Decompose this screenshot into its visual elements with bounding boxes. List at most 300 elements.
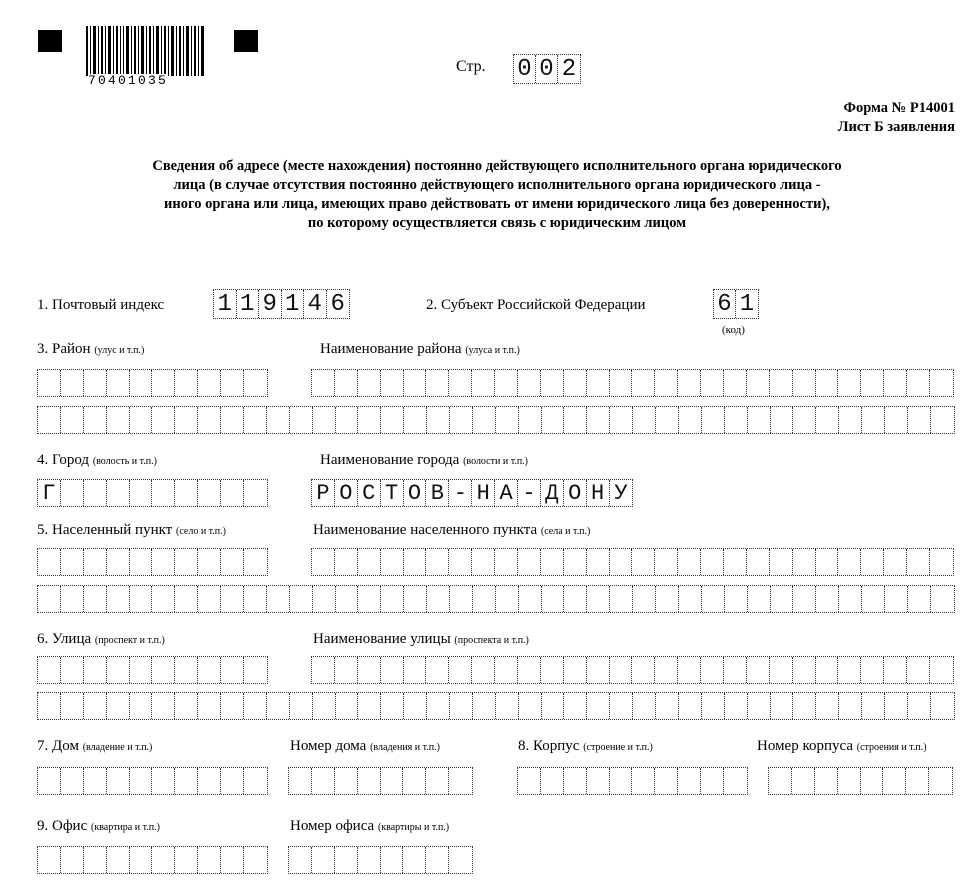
char-cell[interactable] [38,586,61,612]
char-cell[interactable] [793,370,816,396]
char-cell[interactable] [518,549,541,575]
char-cell[interactable] [656,407,679,433]
char-cell[interactable] [358,768,381,794]
char-cell[interactable] [244,657,267,683]
char-cell[interactable] [449,549,472,575]
char-cell[interactable] [701,768,724,794]
char-cell[interactable] [656,586,679,612]
char-cell[interactable] [403,768,426,794]
char-cell[interactable] [198,657,221,683]
locality-type-cells[interactable] [37,548,268,576]
char-cell[interactable] [175,657,198,683]
char-cell[interactable]: В [426,480,449,506]
char-cell[interactable] [678,657,701,683]
char-cell[interactable] [358,549,381,575]
char-cell[interactable] [792,768,815,794]
char-cell[interactable] [175,407,198,433]
char-cell[interactable] [221,768,244,794]
char-cell[interactable]: Н [587,480,610,506]
char-cell[interactable] [84,657,107,683]
char-cell[interactable] [38,657,61,683]
char-cell[interactable]: 0 [536,55,558,83]
char-cell[interactable] [404,693,427,719]
char-cell[interactable] [929,768,952,794]
char-cell[interactable] [930,657,953,683]
char-cell[interactable] [381,693,404,719]
char-cell[interactable] [198,768,221,794]
char-cell[interactable] [816,657,839,683]
char-cell[interactable] [244,693,267,719]
char-cell[interactable] [107,480,130,506]
char-cell[interactable] [427,693,450,719]
char-cell[interactable] [403,847,426,873]
char-cell[interactable] [335,847,358,873]
char-cell[interactable] [701,549,724,575]
char-cell[interactable] [175,693,198,719]
char-cell[interactable]: Н [472,480,495,506]
char-cell[interactable] [84,480,107,506]
char-cell[interactable] [221,586,244,612]
char-cell[interactable] [381,768,404,794]
char-cell[interactable] [931,586,954,612]
char-cell[interactable] [473,586,496,612]
char-cell[interactable] [861,768,884,794]
char-cell[interactable] [152,657,175,683]
char-cell[interactable]: 6 [330,290,345,318]
char-cell[interactable]: 4 [304,290,327,318]
char-cell[interactable] [61,768,84,794]
char-cell[interactable] [152,480,175,506]
char-cell[interactable] [358,370,381,396]
char-cell[interactable] [632,549,655,575]
char-cell[interactable] [839,586,862,612]
char-cell[interactable] [587,586,610,612]
char-cell[interactable] [816,693,839,719]
char-cell[interactable] [771,407,794,433]
char-cell[interactable]: 2 [561,55,577,83]
char-cell[interactable] [862,586,885,612]
char-cell[interactable] [290,693,313,719]
char-cell[interactable] [907,549,930,575]
char-cell[interactable] [906,768,929,794]
char-cell[interactable] [449,847,472,873]
char-cell[interactable] [542,693,565,719]
char-cell[interactable] [564,768,587,794]
char-cell[interactable] [335,370,358,396]
char-cell[interactable] [679,407,702,433]
char-cell[interactable] [885,407,908,433]
char-cell[interactable] [587,657,610,683]
char-cell[interactable] [198,586,221,612]
char-cell[interactable] [678,549,701,575]
char-cell[interactable] [702,693,725,719]
char-cell[interactable]: Т [381,480,404,506]
char-cell[interactable] [313,693,336,719]
char-cell[interactable] [198,549,221,575]
char-cell[interactable] [84,407,107,433]
char-cell[interactable]: Г [38,480,61,506]
char-cell[interactable] [495,657,518,683]
char-cell[interactable] [793,586,816,612]
char-cell[interactable] [38,693,61,719]
char-cell[interactable] [267,586,290,612]
char-cell[interactable] [38,847,61,873]
char-cell[interactable] [884,657,907,683]
char-cell[interactable] [725,693,748,719]
char-cell[interactable] [610,693,633,719]
char-cell[interactable] [473,693,496,719]
char-cell[interactable] [541,657,564,683]
char-cell[interactable] [198,693,221,719]
char-cell[interactable] [679,693,702,719]
char-cell[interactable]: 1 [214,290,237,318]
char-cell[interactable] [244,480,267,506]
char-cell[interactable] [38,549,61,575]
char-cell[interactable]: 1 [282,290,305,318]
char-cell[interactable] [748,693,771,719]
char-cell[interactable] [770,657,793,683]
office-number-cells[interactable] [288,846,473,874]
char-cell[interactable] [564,370,587,396]
char-cell[interactable] [931,407,954,433]
char-cell[interactable] [358,586,381,612]
char-cell[interactable] [449,768,472,794]
char-cell[interactable] [724,657,747,683]
char-cell[interactable] [725,586,748,612]
char-cell[interactable] [61,370,84,396]
char-cell[interactable] [381,370,404,396]
char-cell[interactable] [312,768,335,794]
char-cell[interactable] [496,407,519,433]
char-cell[interactable] [175,768,198,794]
char-cell[interactable] [472,549,495,575]
char-cell[interactable] [244,586,267,612]
char-cell[interactable] [84,693,107,719]
char-cell[interactable] [885,693,908,719]
char-cell[interactable]: 1 [739,290,755,318]
char-cell[interactable] [84,586,107,612]
char-cell[interactable]: 9 [259,290,282,318]
building-number-cells[interactable] [768,767,953,795]
char-cell[interactable]: - [449,480,472,506]
char-cell[interactable]: А [495,480,518,506]
char-cell[interactable] [610,549,633,575]
char-cell[interactable] [152,768,175,794]
char-cell[interactable] [884,549,907,575]
char-cell[interactable] [130,480,153,506]
char-cell[interactable]: У [614,480,628,506]
char-cell[interactable] [541,549,564,575]
char-cell[interactable] [130,768,153,794]
char-cell[interactable] [473,407,496,433]
char-cell[interactable] [130,657,153,683]
char-cell[interactable] [724,549,747,575]
char-cell[interactable] [633,407,656,433]
char-cell[interactable] [107,370,130,396]
char-cell[interactable] [655,549,678,575]
char-cell[interactable] [358,407,381,433]
char-cell[interactable] [838,370,861,396]
char-cell[interactable] [450,693,473,719]
char-cell[interactable] [519,586,542,612]
char-cell[interactable] [290,407,313,433]
char-cell[interactable] [839,693,862,719]
char-cell[interactable] [426,768,449,794]
char-cell[interactable] [61,586,84,612]
char-cell[interactable] [632,657,655,683]
char-cell[interactable] [198,847,221,873]
char-cell[interactable] [107,586,130,612]
char-cell[interactable] [701,370,724,396]
char-cell[interactable] [381,847,404,873]
char-cell[interactable] [472,370,495,396]
char-cell[interactable] [587,370,610,396]
char-cell[interactable] [152,586,175,612]
char-cell[interactable]: 1 [237,290,260,318]
char-cell[interactable] [244,549,267,575]
char-cell[interactable] [130,549,153,575]
char-cell[interactable]: О [404,480,427,506]
char-cell[interactable] [358,847,381,873]
char-cell[interactable] [404,549,427,575]
char-cell[interactable] [404,407,427,433]
char-cell[interactable] [816,407,839,433]
char-cell[interactable]: 0 [514,55,536,83]
char-cell[interactable] [861,549,884,575]
char-cell[interactable]: О [335,480,358,506]
char-cell[interactable] [930,370,953,396]
char-cell[interactable] [290,586,313,612]
char-cell[interactable] [793,407,816,433]
char-cell[interactable] [107,407,130,433]
char-cell[interactable] [610,657,633,683]
char-cell[interactable] [312,370,335,396]
char-cell[interactable] [38,407,61,433]
char-cell[interactable] [587,768,610,794]
char-cell[interactable] [130,847,153,873]
char-cell[interactable] [152,693,175,719]
char-cell[interactable] [221,847,244,873]
char-cell[interactable] [770,549,793,575]
char-cell[interactable] [655,768,678,794]
char-cell[interactable] [816,586,839,612]
char-cell[interactable] [335,657,358,683]
char-cell[interactable] [472,657,495,683]
char-cell[interactable] [542,407,565,433]
char-cell[interactable] [312,549,335,575]
char-cell[interactable] [61,407,84,433]
char-cell[interactable] [449,657,472,683]
char-cell[interactable] [336,586,359,612]
char-cell[interactable] [564,657,587,683]
char-cell[interactable] [61,549,84,575]
char-cell[interactable]: - [518,480,541,506]
char-cell[interactable] [770,370,793,396]
char-cell[interactable] [152,407,175,433]
char-cell[interactable] [426,847,449,873]
char-cell[interactable] [221,693,244,719]
char-cell[interactable] [518,657,541,683]
char-cell[interactable] [84,847,107,873]
char-cell[interactable] [84,370,107,396]
char-cell[interactable] [107,768,130,794]
char-cell[interactable] [84,768,107,794]
char-cell[interactable]: О [564,480,587,506]
char-cell[interactable] [335,549,358,575]
char-cell[interactable] [610,370,633,396]
char-cell[interactable] [725,407,748,433]
char-cell[interactable] [450,407,473,433]
char-cell[interactable] [427,407,450,433]
char-cell[interactable] [633,586,656,612]
char-cell[interactable] [702,586,725,612]
street-name-cells-row1[interactable] [311,656,954,684]
office-type-cells[interactable] [37,846,268,874]
char-cell[interactable] [885,586,908,612]
char-cell[interactable] [931,693,954,719]
char-cell[interactable]: Р [312,480,335,506]
char-cell[interactable] [632,370,655,396]
char-cell[interactable] [427,586,450,612]
char-cell[interactable] [541,370,564,396]
locality-name-cells-row1[interactable] [311,548,954,576]
char-cell[interactable] [221,370,244,396]
building-type-cells[interactable] [517,767,748,795]
char-cell[interactable] [542,586,565,612]
street-type-cells[interactable] [37,656,268,684]
char-cell[interactable] [862,693,885,719]
char-cell[interactable] [312,657,335,683]
char-cell[interactable] [564,407,587,433]
char-cell[interactable] [336,407,359,433]
char-cell[interactable] [701,657,724,683]
char-cell[interactable] [267,693,290,719]
char-cell[interactable] [244,768,267,794]
char-cell[interactable] [61,657,84,683]
char-cell[interactable] [839,407,862,433]
district-type-cells[interactable] [37,369,268,397]
char-cell[interactable] [655,370,678,396]
char-cell[interactable] [152,549,175,575]
char-cell[interactable] [404,586,427,612]
char-cell[interactable] [587,693,610,719]
char-cell[interactable] [495,370,518,396]
char-cell[interactable] [587,549,610,575]
char-cell[interactable] [152,370,175,396]
char-cell[interactable] [313,586,336,612]
char-cell[interactable] [38,370,61,396]
district-name-cells-row1[interactable] [311,369,954,397]
char-cell[interactable] [564,693,587,719]
char-cell[interactable] [312,847,335,873]
char-cell[interactable] [381,657,404,683]
char-cell[interactable] [861,657,884,683]
char-cell[interactable] [541,768,564,794]
char-cell[interactable] [313,407,336,433]
char-cell[interactable] [244,407,267,433]
char-cell[interactable] [221,549,244,575]
char-cell[interactable] [175,549,198,575]
char-cell[interactable] [564,549,587,575]
char-cell[interactable] [404,657,427,683]
street-name-cells-row2[interactable] [37,692,955,720]
char-cell[interactable] [107,847,130,873]
postal-index-cells[interactable] [213,289,350,319]
char-cell[interactable] [244,847,267,873]
char-cell[interactable] [564,586,587,612]
char-cell[interactable] [221,657,244,683]
char-cell[interactable] [656,693,679,719]
char-cell[interactable] [38,768,61,794]
char-cell[interactable] [908,407,931,433]
char-cell[interactable] [793,549,816,575]
char-cell[interactable] [769,768,792,794]
region-code-cells[interactable] [713,289,759,319]
char-cell[interactable] [610,586,633,612]
char-cell[interactable] [198,407,221,433]
char-cell[interactable] [747,549,770,575]
char-cell[interactable] [724,370,747,396]
char-cell[interactable] [724,768,747,794]
char-cell[interactable] [61,847,84,873]
house-number-cells[interactable] [288,767,473,795]
char-cell[interactable] [815,768,838,794]
char-cell[interactable] [107,693,130,719]
house-type-cells[interactable] [37,767,268,795]
char-cell[interactable] [61,693,84,719]
char-cell[interactable] [449,370,472,396]
char-cell[interactable] [793,657,816,683]
char-cell[interactable] [748,407,771,433]
char-cell[interactable] [221,480,244,506]
char-cell[interactable] [678,370,701,396]
char-cell[interactable] [702,407,725,433]
city-name-cells[interactable] [311,479,633,507]
char-cell[interactable] [495,549,518,575]
char-cell[interactable] [838,768,861,794]
char-cell[interactable] [930,549,953,575]
char-cell[interactable] [587,407,610,433]
char-cell[interactable] [884,370,907,396]
char-cell[interactable] [450,586,473,612]
char-cell[interactable] [838,657,861,683]
char-cell[interactable] [632,768,655,794]
char-cell[interactable] [107,657,130,683]
char-cell[interactable] [519,693,542,719]
char-cell[interactable] [175,847,198,873]
char-cell[interactable] [747,370,770,396]
char-cell[interactable] [244,370,267,396]
char-cell[interactable] [381,407,404,433]
char-cell[interactable] [518,370,541,396]
char-cell[interactable] [518,768,541,794]
char-cell[interactable] [221,407,244,433]
char-cell[interactable] [610,407,633,433]
char-cell[interactable] [175,370,198,396]
char-cell[interactable] [404,370,427,396]
char-cell[interactable] [289,847,312,873]
char-cell[interactable] [289,768,312,794]
city-type-cells[interactable] [37,479,268,507]
char-cell[interactable] [816,549,839,575]
char-cell[interactable] [816,370,839,396]
char-cell[interactable]: 6 [714,290,736,318]
char-cell[interactable] [883,768,906,794]
char-cell[interactable]: Д [541,480,564,506]
char-cell[interactable] [175,586,198,612]
char-cell[interactable] [175,480,198,506]
char-cell[interactable] [519,407,542,433]
